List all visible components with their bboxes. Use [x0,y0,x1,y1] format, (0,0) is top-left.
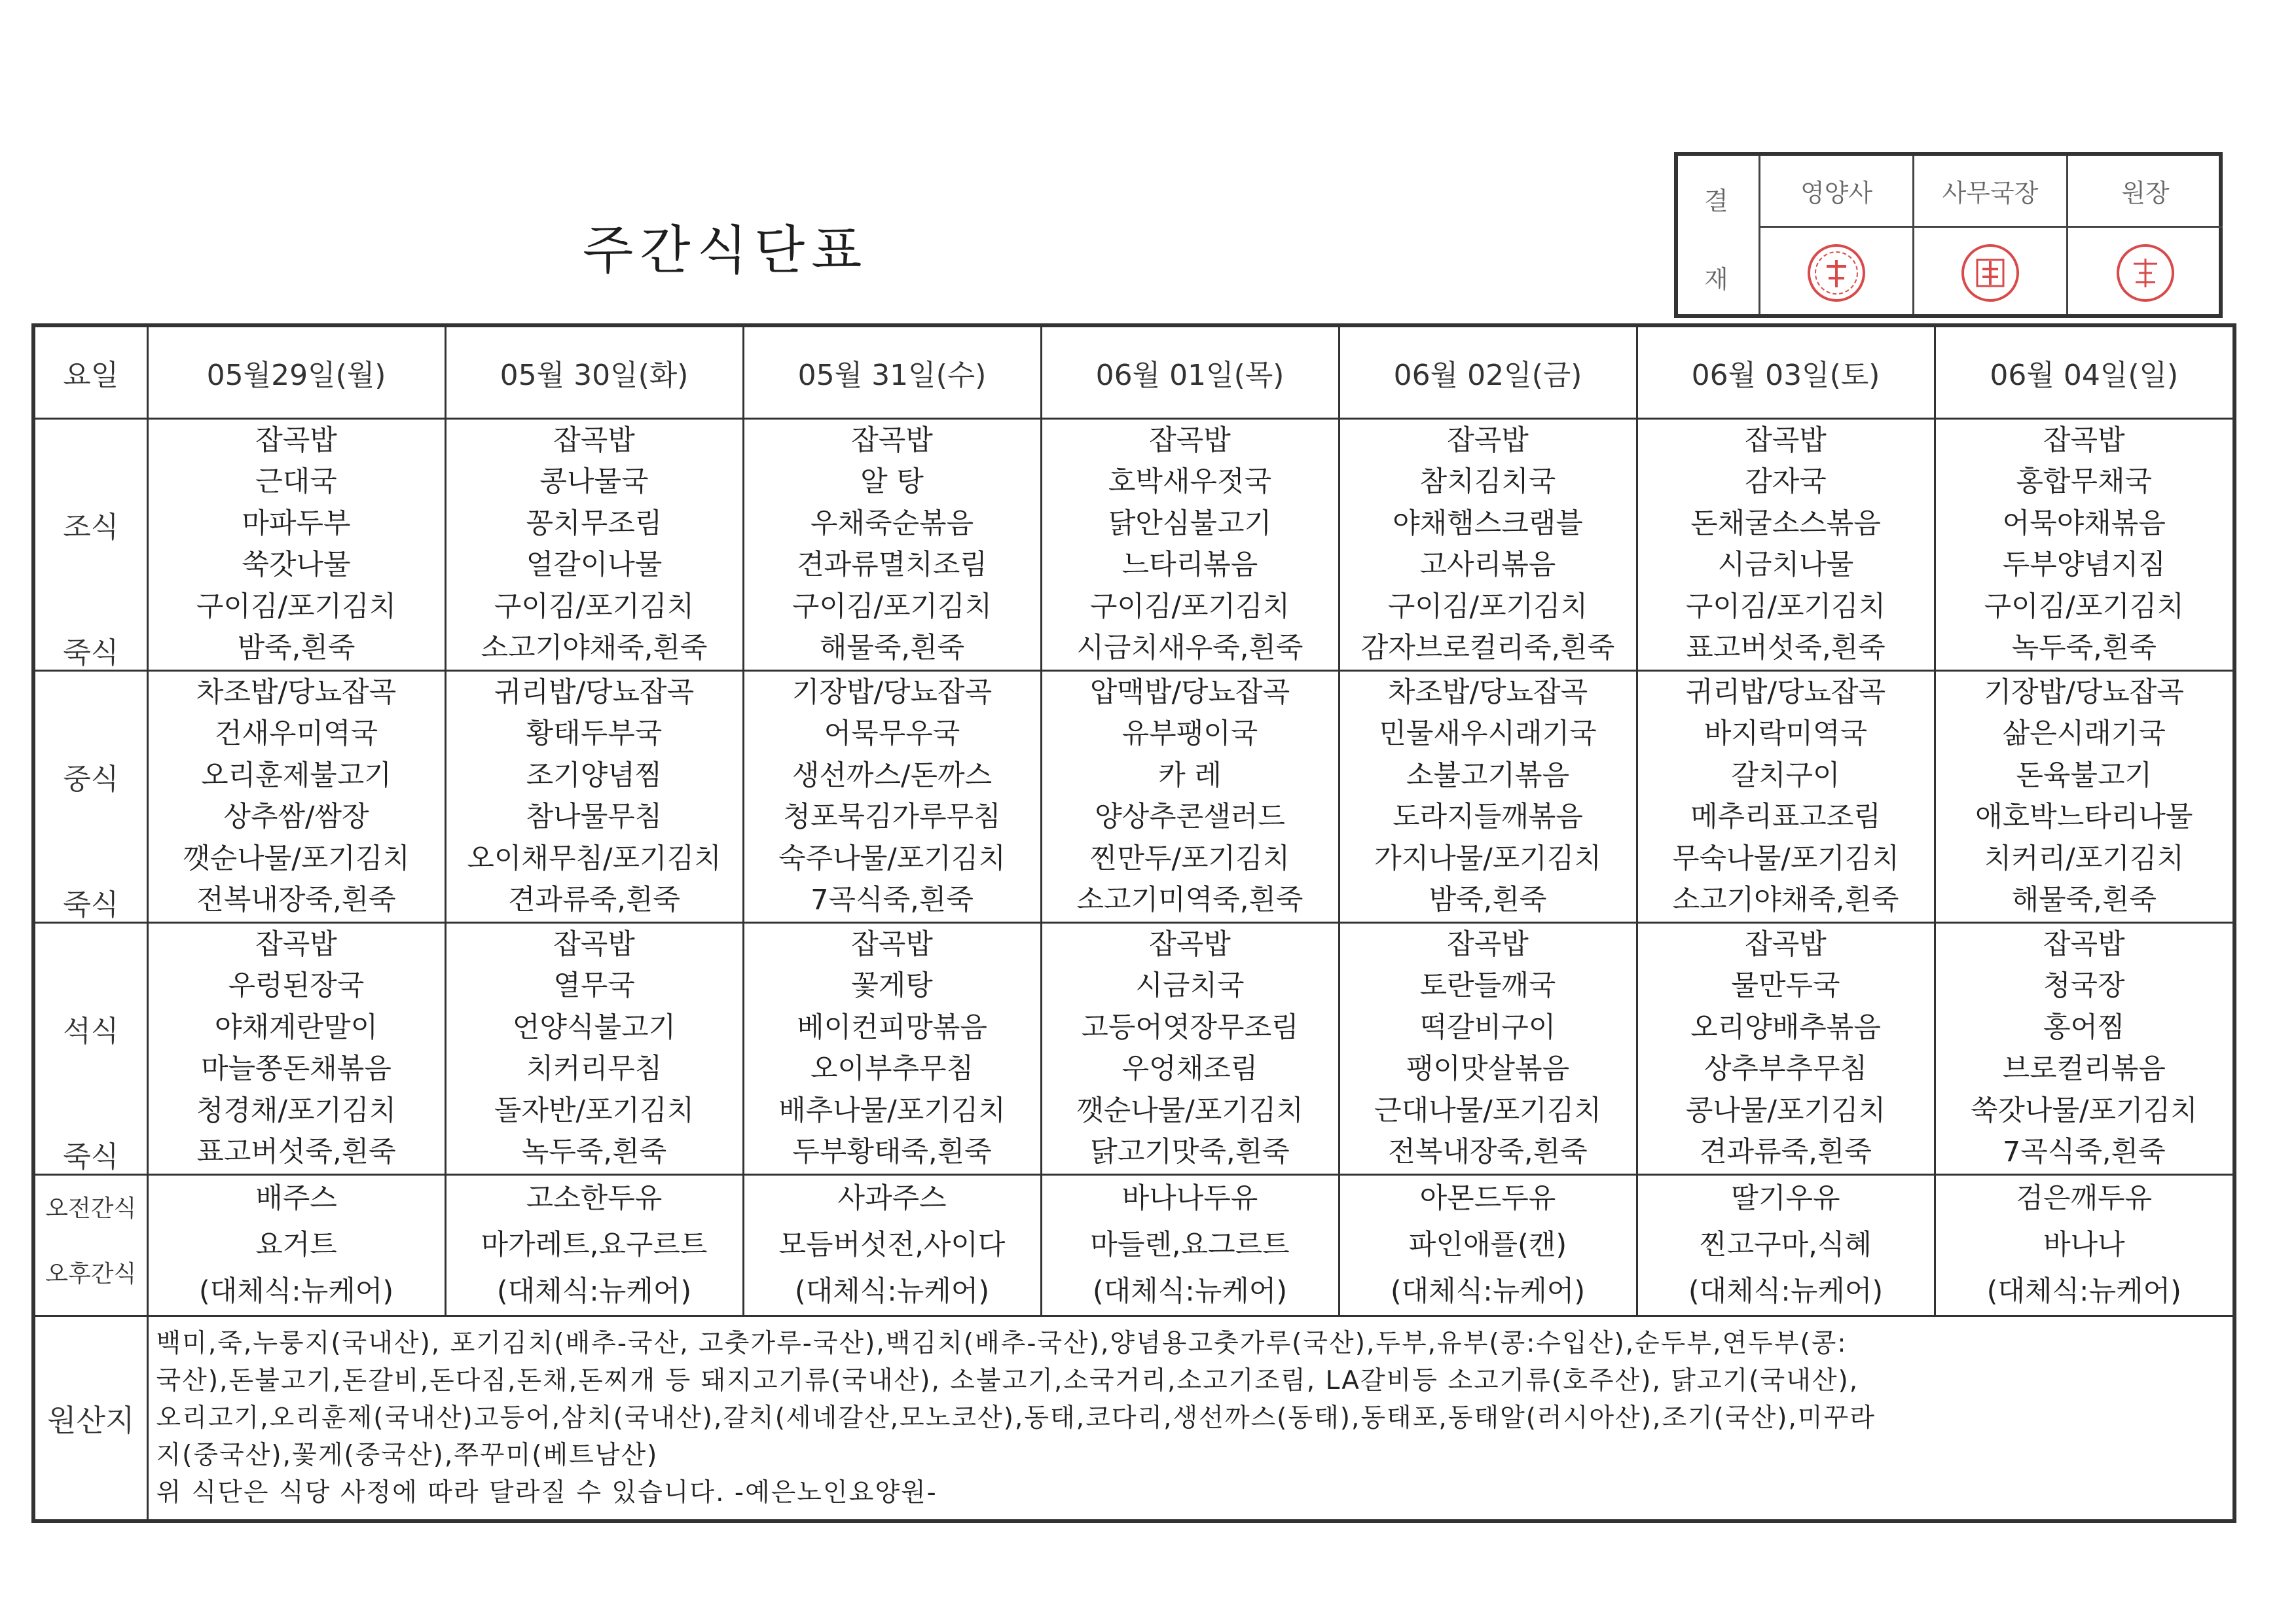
menu-item: 시금치국 [1135,969,1245,1002]
menu-items [744,420,1040,670]
snack-items [1638,1176,1934,1315]
menu-item: 우엉채조림 [1121,1053,1258,1085]
menu-cell [445,671,743,923]
menu-items [1042,672,1338,922]
meal-label-cell [33,671,147,923]
menu-item: 콩나물국 [539,465,649,498]
menu-cell [1339,923,1637,1175]
menu-item: 떡갈비구이 [1419,1011,1556,1044]
menu-item: 무숙나물/포기김치 [1672,842,1899,875]
menu-item: 기장밥/당뇨잡곡 [1984,676,2184,709]
menu-item: 야채계란말이 [214,1011,378,1044]
menu-item: 소고기야채죽,흰죽 [481,632,708,664]
menu-cell [147,923,445,1175]
porridge-label: 죽식 [63,888,119,922]
menu-item: 청포묵김가루무침 [783,801,1001,833]
menu-item: 쑥갓나물 [242,549,351,581]
snack-cell [1339,1175,1637,1316]
menu-item: 밤죽,흰죽 [1429,884,1547,916]
menu-item: 돌자반/포기김치 [494,1094,695,1127]
menu-cell [445,419,743,671]
menu-item: 깻순나물/포기김치 [183,842,410,875]
snack-row [33,1175,2234,1316]
meal-label-cell [33,419,147,671]
menu-item: 배추나물/포기김치 [778,1094,1006,1127]
meal-label: 조식 [63,511,119,544]
menu-item: 잡곡밥 [1447,424,1529,457]
menu-cell [743,671,1041,923]
menu-item: 바지락미역국 [1704,717,1868,750]
am-snack-label: 오전간식 [45,1195,137,1222]
menu-item: 잡곡밥 [553,424,635,457]
snack-item: 고소한두유 [526,1182,663,1215]
menu-item: 청경채/포기김치 [196,1094,397,1127]
menu-item: 얼갈이나물 [526,549,663,581]
menu-item: 상추쌈/쌈장 [223,801,369,833]
menu-item: 녹두죽,흰죽 [2011,632,2157,664]
origin-line: 지(중국산),꽃게(중국산),쭈꾸미(베트남산) [156,1441,659,1470]
snack-item: 바나나 [2043,1229,2125,1261]
menu-items [1042,420,1338,670]
snack-item: (대체식:뉴케어) [1986,1275,2181,1308]
menu-items [149,420,445,670]
menu-item: 잡곡밥 [1149,424,1231,457]
snack-cell [1935,1175,2234,1316]
menu-item: 가지나물/포기김치 [1374,842,1601,875]
menu-item: 견과류죽,흰죽 [1700,1136,1872,1168]
menu-item: 야채햄스크램블 [1393,507,1583,540]
snack-item: 파인애플(캔) [1408,1229,1567,1261]
menu-item: 홍어찜 [2043,1011,2125,1044]
menu-item: 물만두국 [1731,969,1840,1002]
snack-items [446,1176,742,1315]
menu-item: 압맥밥/당뇨잡곡 [1089,676,1290,709]
menu-item: 우채죽순볶음 [810,507,974,540]
menu-items [1340,924,1636,1174]
menu-cell [743,923,1041,1175]
pm-snack-label: 오후간식 [45,1261,137,1288]
menu-cell [147,419,445,671]
menu-item: 마늘쫑돈채볶음 [201,1053,392,1085]
day-header: 05월 31일(수) [743,325,1041,419]
origin-row [33,1316,2234,1522]
porridge-label: 죽식 [63,1140,119,1174]
menu-item: 소불고기볶음 [1406,759,1570,792]
menu-item: 우렁된장국 [228,969,365,1002]
day-label-header: 요일 [33,325,147,419]
menu-item: 잡곡밥 [255,928,337,961]
snack-item: 딸기우유 [1731,1182,1840,1215]
approval-label-cell [1678,156,1760,314]
menu-item: 카 레 [1158,759,1222,792]
snack-item: 마가레트,요구르트 [481,1229,708,1261]
snack-item: 모듬버섯전,사이다 [778,1229,1006,1261]
menu-item: 근대국 [255,465,337,498]
snack-items [1340,1176,1636,1315]
menu-items [1042,924,1338,1174]
menu-item: 귀리밥/당뇨잡곡 [494,676,695,709]
day-header: 06월 02일(금) [1339,325,1637,419]
menu-item: 황태두부국 [526,717,663,750]
menu-item: 참치김치국 [1419,465,1556,498]
menu-item: 생선까스/돈까스 [792,759,993,792]
menu-cell [1935,923,2234,1175]
menu-cell [1637,419,1935,671]
menu-item: 오리훈제불고기 [201,759,392,792]
menu-item: 오이부추무침 [810,1053,974,1085]
menu-item: 애호박느타리나물 [1975,801,2193,833]
menu-cell [445,923,743,1175]
menu-items [1340,672,1636,922]
menu-item: 닭안심불고기 [1108,507,1272,540]
header-row [33,325,2234,419]
approval-signature [2068,228,2223,318]
menu-item: 밤죽,흰죽 [237,632,355,664]
menu-items [446,672,742,922]
menu-item: 도라지들깨볶음 [1393,801,1583,833]
day-header: 06월 04일(일) [1935,325,2234,419]
menu-item: 구이김/포기김치 [1984,590,2184,623]
menu-cell [147,671,445,923]
snack-item: 아몬드두유 [1419,1182,1556,1215]
menu-cell [1041,923,1339,1175]
menu-item: 소고기미역죽,흰죽 [1076,884,1303,916]
menu-item: 닭고기맛죽,흰죽 [1090,1136,1290,1168]
menu-item: 시금치새우죽,흰죽 [1076,632,1303,664]
menu-cell [743,419,1041,671]
snack-cell [147,1175,445,1316]
menu-item: 기장밥/당뇨잡곡 [792,676,993,709]
origin-text [147,1316,2234,1522]
menu-item: 해물죽,흰죽 [2011,884,2157,916]
menu-item: 열무국 [553,969,635,1002]
menu-item: 차조밥/당뇨잡곡 [1387,676,1588,709]
menu-item: 치커리무침 [526,1053,663,1085]
menu-items [1936,924,2233,1174]
menu-item: 돈채굴소스볶음 [1690,507,1881,540]
menu-item: 치커리/포기김치 [1984,842,2184,875]
snack-item: 검은깨두유 [2016,1182,2153,1215]
menu-item: 근대나물/포기김치 [1374,1094,1601,1127]
origin-line: 백미,죽,누룽지(국내산), 포기김치(배추-국산, 고춧가루-국산),백김치(배추-국산),양념용고춧가루(국산),두부,유부(콩:수입산),순두부,연두부(콩: [156,1329,1848,1358]
menu-item: 표고버섯죽,흰죽 [196,1136,396,1168]
snack-item: (대체식:뉴케어) [1390,1275,1586,1308]
menu-item: 고사리볶음 [1419,549,1556,581]
menu-item: 호박새우젓국 [1108,465,1272,498]
menu-item: 구이김/포기김치 [196,590,397,623]
approval-role: 사무국장 [1914,156,2066,228]
menu-item: 잡곡밥 [851,424,933,457]
menu-item: 잡곡밥 [851,928,933,961]
day-header: 05월29일(월) [147,325,445,419]
approval-role: 원장 [2068,156,2223,228]
menu-item: 어묵야채볶음 [2002,507,2166,540]
menu-cell [1637,923,1935,1175]
menu-item: 느타리볶음 [1121,549,1258,581]
menu-item: 잡곡밥 [2043,424,2125,457]
menu-item: 두부황태죽,흰죽 [792,1136,992,1168]
menu-item: 두부양념지짐 [2002,549,2166,581]
menu-item: 오리양배추볶음 [1690,1011,1881,1044]
menu-items [1340,420,1636,670]
menu-cell [1637,671,1935,923]
page-title: 주간식단표 [583,220,869,281]
menu-cell [1935,671,2234,923]
menu-item: 베이컨피망볶음 [797,1011,987,1044]
snack-items [149,1176,445,1315]
approval-column [1760,156,1914,314]
snack-cell [445,1175,743,1316]
origin-line: 위 식단은 식당 사정에 따라 달라질 수 있습니다. -예은노인요양원- [156,1478,938,1507]
snack-cell [743,1175,1041,1316]
weekly-menu-table [31,323,2236,1523]
origin-label: 원산지 [33,1316,147,1522]
menu-item: 건새우미역국 [214,717,378,750]
menu-items [1936,420,2233,670]
menu-item: 구이김/포기김치 [494,590,695,623]
menu-item: 알 탕 [860,465,924,498]
meal-row-breakfast [33,419,2234,671]
menu-item: 녹두죽,흰죽 [521,1136,667,1168]
day-header: 05월 30일(화) [445,325,743,419]
menu-item: 홍합무채국 [2016,465,2153,498]
snack-item: (대체식:뉴케어) [1092,1275,1288,1308]
snack-items [1042,1176,1338,1315]
menu-item: 깻순나물/포기김치 [1076,1094,1303,1127]
menu-item: 조기양념찜 [526,759,663,792]
menu-item: 쑥갓나물/포기김치 [1970,1094,2198,1127]
seal-stamp-icon [2113,240,2178,306]
origin-line: 오리고기,오리훈제(국내산)고등어,삼치(국내산),갈치(세네갈산,모노코산),동태,코다리,생선까스(동태),동태포,동태알(러시아산),조기(국산),미꾸라 [156,1403,1876,1433]
menu-item: 오이채무침/포기김치 [467,842,721,875]
menu-cell [1041,419,1339,671]
menu-item: 꽃게탕 [851,969,933,1002]
menu-items [446,420,742,670]
menu-item: 청국장 [2043,969,2125,1002]
menu-items [744,924,1040,1174]
menu-items [446,924,742,1174]
menu-items [1638,420,1934,670]
menu-item: 견과류멸치조림 [797,549,987,581]
approval-signature [1760,228,1912,318]
snack-item: (대체식:뉴케어) [1688,1275,1884,1308]
meal-label-cell [33,923,147,1175]
menu-item: 잡곡밥 [553,928,635,961]
approval-signature [1914,228,2066,318]
menu-items [149,672,445,922]
menu-item: 꽁치무조림 [526,507,663,540]
menu-item: 토란들깨국 [1419,969,1556,1002]
menu-item: 해물죽,흰죽 [819,632,965,664]
snack-item: 바나나두유 [1121,1182,1258,1215]
snack-item: (대체식:뉴케어) [198,1275,394,1308]
menu-item: 양상추콘샐러드 [1095,801,1285,833]
day-header: 06월 01일(목) [1041,325,1339,419]
menu-item: 숙주나물/포기김치 [778,842,1006,875]
menu-item: 잡곡밥 [1149,928,1231,961]
menu-cell [1339,419,1637,671]
menu-items [1936,672,2233,922]
snack-items [744,1176,1040,1315]
menu-item: 잡곡밥 [1745,424,1827,457]
porridge-label: 죽식 [63,636,119,670]
menu-item: 차조밥/당뇨잡곡 [196,676,397,709]
menu-item: 콩나물/포기김치 [1685,1094,1886,1127]
approval-column [1914,156,2068,314]
menu-item: 표고버섯죽,흰죽 [1686,632,1886,664]
snack-item: 마들렌,요그르트 [1090,1229,1290,1261]
menu-item: 감자브로컬리죽,흰죽 [1360,632,1615,664]
menu-items [744,672,1040,922]
menu-item: 견과류죽,흰죽 [508,884,680,916]
menu-item: 전복내장죽,흰죽 [196,884,396,916]
snack-cell [1041,1175,1339,1316]
menu-item: 귀리밥/당뇨잡곡 [1685,676,1886,709]
menu-item: 잡곡밥 [1447,928,1529,961]
menu-item: 시금치나물 [1717,549,1854,581]
origin-line: 국산),돈불고기,돈갈비,돈다짐,돈채,돈찌개 등 돼지고기류(국내산), 소불고기,소국거리,소고기조림, LA갈비등 소고기류(호주산), 닭고기(국내산), [156,1366,1859,1396]
menu-item: 메추리표고조림 [1690,801,1881,833]
menu-item: 잡곡밥 [255,424,337,457]
approval-box [1674,152,2223,318]
menu-item: 찐만두/포기김치 [1089,842,1290,875]
snack-item: (대체식:뉴케어) [496,1275,692,1308]
approval-column [2068,156,2223,314]
snack-cell [1637,1175,1935,1316]
menu-item: 민물새우시래기국 [1379,717,1597,750]
menu-item: 7곡식죽,흰죽 [2002,1136,2166,1168]
meal-label: 석식 [63,1015,119,1048]
meal-row-dinner [33,923,2234,1175]
menu-items [1638,672,1934,922]
menu-items [1638,924,1934,1174]
meal-label: 중식 [63,763,119,796]
menu-cell [1935,419,2234,671]
menu-item: 삶은시래기국 [2002,717,2166,750]
menu-item: 구이김/포기김치 [1089,590,1290,623]
meal-row-lunch [33,671,2234,923]
menu-item: 돈육불고기 [2016,759,2153,792]
menu-item: 참나물무침 [526,801,663,833]
menu-item: 잡곡밥 [1745,928,1827,961]
menu-item: 유부팽이국 [1121,717,1258,750]
approval-label-char: 재 [1704,265,1728,294]
menu-item: 7곡식죽,흰죽 [811,884,974,916]
menu-item: 구이김/포기김치 [1387,590,1588,623]
menu-cell [1339,671,1637,923]
snack-label-cell [33,1175,147,1316]
menu-item: 구이김/포기김치 [1685,590,1886,623]
menu-item: 팽이맛살볶음 [1406,1053,1570,1085]
menu-item: 구이김/포기김치 [792,590,993,623]
menu-item: 소고기야채죽,흰죽 [1672,884,1899,916]
snack-item: 요거트 [255,1229,337,1261]
snack-item: 사과주스 [837,1182,947,1215]
menu-item: 브로컬리볶음 [2002,1053,2166,1085]
snack-item: (대체식:뉴케어) [794,1275,990,1308]
menu-item: 상추부추무침 [1704,1053,1868,1085]
menu-item: 잡곡밥 [2043,928,2125,961]
snack-items [1936,1176,2233,1315]
menu-item: 고등어엿장무조림 [1081,1011,1299,1044]
menu-items [149,924,445,1174]
menu-cell [1041,671,1339,923]
menu-item: 언양식불고기 [512,1011,676,1044]
day-header: 06월 03일(토) [1637,325,1935,419]
snack-item: 배주스 [255,1182,337,1215]
menu-item: 감자국 [1745,465,1827,498]
seal-stamp-icon [1804,240,1869,306]
approval-role: 영양사 [1760,156,1912,228]
menu-item: 전복내장죽,흰죽 [1388,1136,1588,1168]
snack-item: 찐고구마,식혜 [1700,1229,1872,1261]
approval-label-char: 결 [1704,187,1728,215]
menu-item: 마파두부 [242,507,351,540]
menu-item: 갈치구이 [1731,759,1840,792]
seal-stamp-icon [1958,240,2023,306]
menu-item: 어묵무우국 [824,717,960,750]
